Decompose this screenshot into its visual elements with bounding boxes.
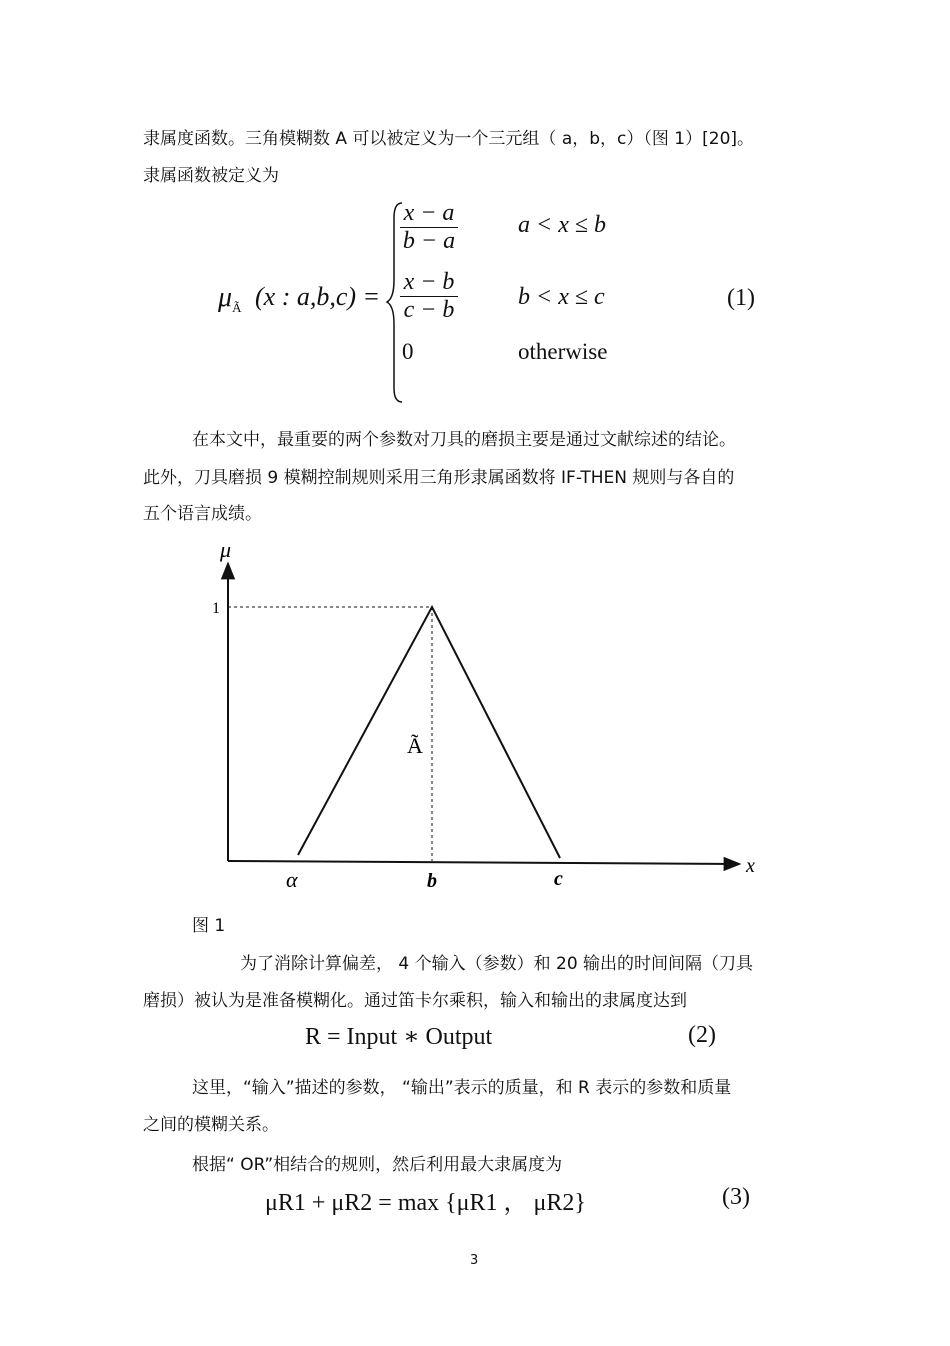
eq1-case1-fraction bbox=[400, 200, 458, 255]
x-axis-label: x bbox=[746, 855, 755, 877]
paragraph-3-line-1: 为了消除计算偏差， 4 个输入（参数）和 20 输出的时间间隔（刀具 bbox=[240, 954, 754, 974]
paragraph-2-line-2: 此外，刀具磨损 9 模糊控制规则采用三角形隶属函数将 IF-THEN 规则与各自的 bbox=[143, 468, 735, 488]
eq1-case3-value: 0 bbox=[402, 339, 414, 364]
y-tick-label-one: 1 bbox=[212, 600, 220, 617]
eq1-case1-numerator: x − a bbox=[403, 200, 455, 226]
eq1-number: (1) bbox=[727, 285, 755, 311]
paragraph-5-line-1: 根据“ OR”相结合的规则，然后利用最大隶属度为 bbox=[192, 1155, 563, 1175]
paragraph-4-line-2: 之间的模糊关系。 bbox=[143, 1115, 279, 1135]
paragraph-2-line-1: 在本文中，最重要的两个参数对刀具的磨损主要是通过文献综述的结论。 bbox=[192, 430, 736, 450]
equation-2: R = Input ∗ Output bbox=[305, 1024, 493, 1050]
eq1-case1-denominator: b − a bbox=[400, 227, 458, 255]
paragraph-4-line-1: 这里，“输入”描述的参数， “输出”表示的质量，和 R 表示的参数和质量 bbox=[192, 1078, 732, 1098]
eq1-case1-condition: a < x ≤ b bbox=[518, 212, 607, 238]
x-label-c: c bbox=[554, 868, 563, 890]
paragraph-3-line-2: 磨损）被认为是准备模糊化。通过笛卡尔乘积，输入和输出的隶属度达到 bbox=[143, 991, 687, 1011]
x-label-alpha: α bbox=[286, 867, 298, 892]
eq1-lhs-args: (x : a,b,c) = bbox=[255, 282, 381, 311]
triangle-membership-curve bbox=[298, 607, 560, 858]
eq1-case2-numerator: x − b bbox=[403, 269, 455, 295]
paragraph-1-line-1: 隶属度函数。三角模糊数 A 可以被定义为一个三元组（ a，b，c）（图 1）[20]。 bbox=[143, 129, 755, 149]
equation-3: μR1 + μR2 = max {μR1 ， μR2} bbox=[265, 1190, 586, 1216]
fuzzy-set-label: Ã bbox=[407, 733, 423, 758]
x-axis bbox=[228, 861, 738, 864]
paragraph-1-line-2: 隶属函数被定义为 bbox=[143, 166, 279, 186]
y-axis-label: μ bbox=[220, 537, 232, 562]
equation-3-number: (3) bbox=[722, 1184, 750, 1210]
eq1-case2-denominator: c − b bbox=[400, 296, 458, 324]
x-label-b: b bbox=[427, 870, 437, 892]
figure-1-caption: 图 1 bbox=[192, 916, 226, 936]
eq1-subscript: Ã bbox=[232, 300, 242, 315]
eq1-case2-fraction bbox=[400, 269, 458, 324]
eq1-case2-condition: b < x ≤ c bbox=[518, 284, 605, 310]
page-number: 3 bbox=[470, 1253, 479, 1268]
figure-1-triangular-membership bbox=[190, 535, 770, 895]
eq1-case3-condition: otherwise bbox=[518, 339, 608, 364]
paragraph-2-line-3: 五个语言成绩。 bbox=[143, 504, 262, 524]
equation-2-number: (2) bbox=[688, 1022, 716, 1048]
eq1-mu: μ bbox=[218, 282, 233, 313]
